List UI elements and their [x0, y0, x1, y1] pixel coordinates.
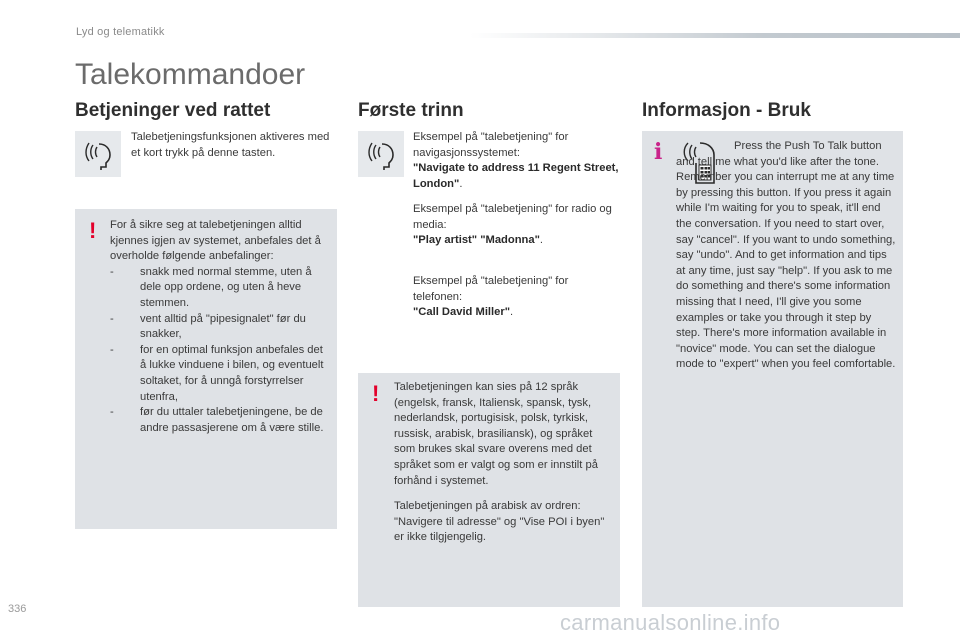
- list-item: - for en optimal funksjon anbefales det å lukke vinduene i bilen, og eventuelt soltaket, for å unngå forstyrrelser utenfra,: [110, 343, 328, 405]
- voice-command-icon: [358, 131, 404, 177]
- warning-icon: !: [372, 381, 380, 406]
- warning-panel-languages: [358, 373, 620, 607]
- heading-first-steps: Første trinn: [358, 100, 464, 121]
- list-item: - snakk med normal stemme, uten å dele opp ordene, og uten å heve stemmen.: [110, 265, 328, 312]
- list-item: - før du uttaler talebetjeningene, be de andre passasjerene om å være stille.: [110, 405, 328, 436]
- languages-paragraph: Talebetjeningen kan sies på 12 språk (engelsk, fransk, Italiensk, spansk, tysk, nederlandsk, portugisisk, polsk, tyrkisk, russisk, arabisk, brasiliansk), og språket som brukes skal svare overens med det språket som er valgt og som er innstilt på forhånd i systemet.: [394, 381, 598, 487]
- warning-text-languages: [394, 380, 610, 546]
- arabic-limitation-paragraph: Talebetjeningen på arabisk av ordren: "Navigere til adresse" og "Vise POI i byen" er ikke tilgjengelig.: [394, 500, 605, 544]
- example-label: Eksempel på "talebetjening" for navigasjonssystemet:: [413, 131, 569, 159]
- page-number: 336: [8, 603, 27, 615]
- list-item: - vent alltid på "pipesignalet" før du snakker,: [110, 312, 328, 343]
- heading-information-usage: Informasjon - Bruk: [642, 100, 811, 121]
- running-header: Lyd og telematikk: [76, 26, 165, 38]
- page-title: Talekommandoer: [75, 58, 306, 91]
- example-suffix: .: [510, 306, 514, 319]
- warning-panel-recommendations: [75, 209, 337, 529]
- info-text: Press the Push To Talk button and tell me what you'd like after the tone. Remember you can interrupt me at any time by pressing this button. If you press it again while I'm waiting for you to speak, it'll end the conversation. If you need to start over, say "cancel". If you want to undo something, say "undo". And to get information and tips at any time, just say "help". If you ask to me do something and there's some information missing that I need, I'll give you some examples or take you through it step by step. There's more information available in "novice" mode. You can set the dialogue mode to "expert" when you feel comfortable.: [676, 140, 896, 371]
- steering-intro-text: Talebetjeningsfunksjonen aktiveres med et kort trykk på denne tasten.: [131, 131, 330, 159]
- recommendation-list: [110, 265, 328, 437]
- watermark: carmanualsonline.info: [560, 610, 781, 635]
- warning-intro: For å sikre seg at talebetjeningen alltid kjennes igjen av systemet, anbefales det å overholde følgende anbefalinger:: [110, 219, 321, 263]
- header-divider: [470, 33, 960, 38]
- warning-icon: !: [89, 218, 97, 243]
- warning-text-recommendations: [110, 218, 328, 436]
- example-label: Eksempel på "talebetjening" for radio og media:: [413, 203, 612, 231]
- info-panel: [642, 131, 903, 607]
- info-icon: i: [654, 139, 663, 165]
- example-phone: [413, 274, 618, 321]
- example-command: "Navigate to address 11 Regent Street, London": [413, 162, 619, 190]
- example-radio-media: [413, 202, 623, 249]
- example-command: "Call David Miller": [413, 306, 511, 319]
- example-label: Eksempel på "talebetjening" for telefonen:: [413, 275, 569, 303]
- heading-steering-controls: Betjeninger ved rattet: [75, 100, 271, 121]
- example-command: "Play artist" "Madonna": [413, 234, 540, 247]
- example-suffix: .: [539, 234, 544, 247]
- example-navigation: [413, 130, 623, 192]
- example-suffix: .: [459, 177, 463, 190]
- voice-command-icon: [75, 131, 121, 177]
